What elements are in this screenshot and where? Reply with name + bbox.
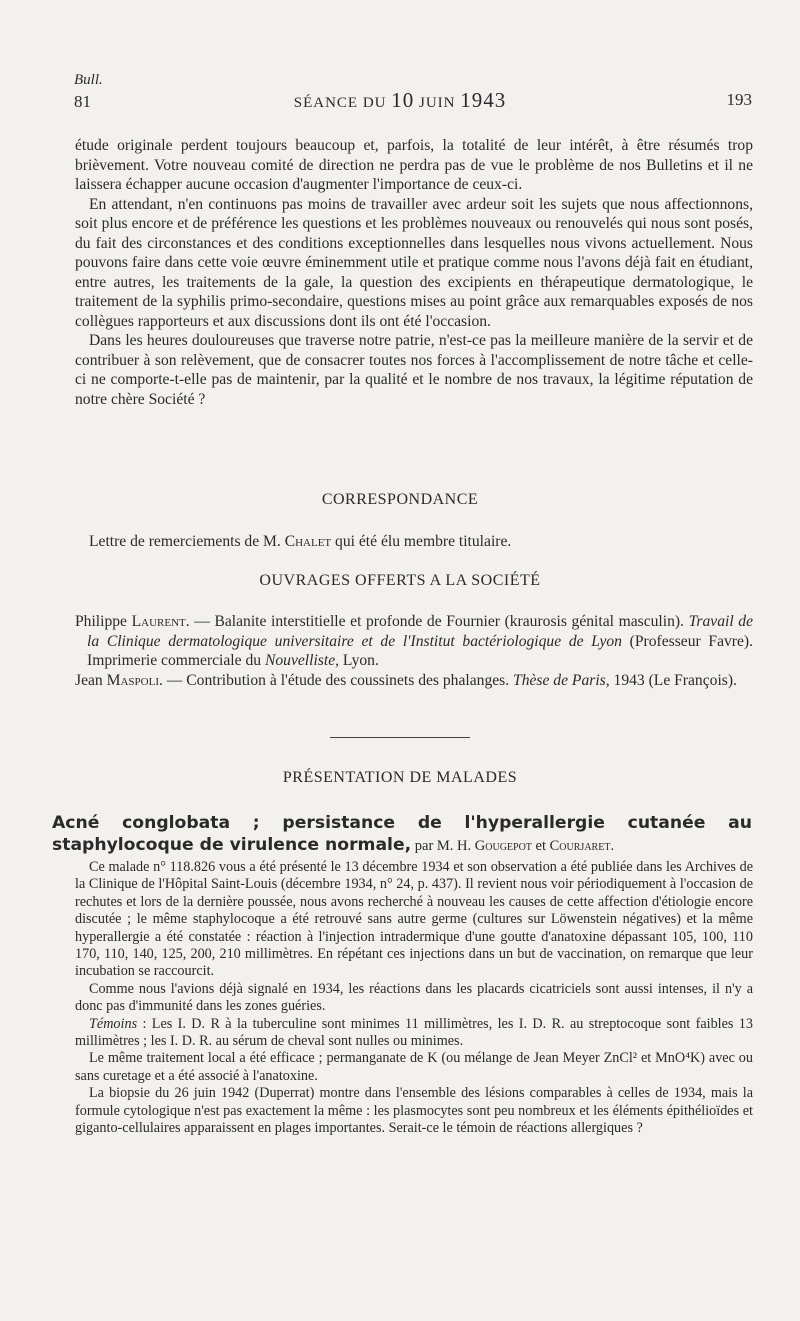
case-paragraph xyxy=(75,1016,753,1051)
temoins-label: Témoins xyxy=(89,1015,138,1032)
intro-paragraph: En attendant, n'en continuons pas moins de travailler avec ardeur soit les sujets que nous affectionnons, soit plus encore et de préférence les questions et les problèmes nouveaux ou renouvelés qui nous sont posés, du fait des circonstances et des conditions exceptionnelles dans lesquelles nous vivons actuellement. Nous pouvons faire dans cette voie œuvre éminemment utile et pratique comme nous l'avons déjà fait en étudiant, entre autres, les traitements de la gale, la question des excipients en thérapeutique dermatologique, le traitement de la syphilis primo-secondaire, questions mises au point grâce aux remarquables exposés de nos collègues rapporteurs et aux discussions dont ils ont été l'occasion. xyxy=(75,195,753,330)
member-name: Chalet xyxy=(284,533,332,550)
ouvrages-heading: OUVRAGES OFFERTS A LA SOCIÉTÉ xyxy=(259,572,541,589)
case-paragraph: Le même traitement local a été efficace ; permanganate de K (ou mélange de Jean Meyer ZnCl² et MnO⁴K) avec ou sans curetage et a été associé à l'anatoxine. xyxy=(75,1050,753,1084)
case-paragraph: Ce malade n° 118.826 vous a été présenté le 13 décembre 1934 et son observation a été publiée dans les Archives de la Clinique de l'Hôpital Saint-Louis (décembre 1934, n° 24, p. 437). Il revient nous voir périodiquement à l'occasion de rechutes et lors de la dernière poussée, nous avons recherché à nouveau les causes de cette affection d'étiologie encore discutée ; le même staphylocoque a été retrouvé sans autre germe (cultures sur Löwenstein négatives) et la même hyperallergie a été constatée : réaction à l'injection intradermique d'une goutte d'anatoxine dépassant 105, 100, 110 170, 110, 140, 125, 200, 210 millimètres. En répétant ces injections dans un but de vaccination, on remarque que leur incubation se raccourcit. xyxy=(75,859,753,980)
correspondance-text-after: qui été élu membre titulaire. xyxy=(331,533,512,550)
running-header xyxy=(0,88,800,113)
author-name: Courjaret xyxy=(549,838,611,854)
author-name: Gougepot xyxy=(474,838,532,854)
header-year: 1943 xyxy=(460,88,507,112)
author-prefix: par M. H. xyxy=(411,838,475,854)
author-first-name: Philippe xyxy=(75,613,132,630)
temoins-text: : Les I. D. R à la tuberculine sont minimes 11 millimètres, les I. D. R. au streptocoque sont faibles 13 millimètres ; les I. D. R. au sérum de cheval sont nulles ou minimes. xyxy=(75,1015,753,1050)
presentation-heading: PRÉSENTATION DE MALADES xyxy=(282,769,518,786)
ouvrages-list xyxy=(75,612,753,690)
work-text: , 1943 (Le François). xyxy=(605,671,737,689)
work-italic: Travail de la Clinique dermatologique universitaire et de l'Institut bactériologique de Lyon xyxy=(87,613,754,650)
case-paragraph: La biopsie du 26 juin 1942 (Duperrat) montre dans l'ensemble des lésions comparables à celles de 1934, mais la formule cytologique n'est pas exactement la même : les plasmocytes sont peu nombreux et les éléments épithélioïdes et giganto-cellulaires apparaissent en plages importantes. Serait-ce le témoin de réactions allergiques ? xyxy=(75,1085,753,1137)
author-last-name: Maspoli xyxy=(106,671,159,689)
header-day: 10 xyxy=(391,88,415,112)
work-title: . — Contribution à l'étude des coussinets des phalanges. xyxy=(158,671,514,689)
page-number: 193 xyxy=(726,90,752,109)
correspondance-text-before: Lettre de remerciements de M. xyxy=(89,533,285,550)
correspondance-section xyxy=(75,532,753,552)
case-body xyxy=(75,859,753,1138)
author-end: . xyxy=(610,838,615,854)
case-paragraph: Comme nous l'avions déjà signalé en 1934, les réactions dans les placards cicatriciels sont aussi intenses, il n'y a donc pas d'immunité dans les zones guéries. xyxy=(75,980,753,1015)
volume-number: 81 xyxy=(74,92,91,111)
ouvrage-entry xyxy=(75,612,753,671)
header-month: JUIN xyxy=(414,95,461,111)
seance-label: SÉANCE DU xyxy=(293,95,392,111)
work-text: (Professeur Favre). Imprimerie commerciale du xyxy=(87,632,753,669)
ouvrage-entry xyxy=(75,671,753,691)
case-title-text: Acné conglobata ; persistance de l'hyperallergie cutanée au staphylocoque de virulence normale, xyxy=(52,813,752,855)
author-first-name: Jean xyxy=(75,671,107,689)
work-italic: Nouvelliste xyxy=(264,652,336,669)
correspondance-heading: CORRESPONDANCE xyxy=(321,491,479,508)
author-last-name: Laurent xyxy=(131,613,186,630)
intro-section xyxy=(75,136,753,409)
intro-paragraph: étude originale perdent toujours beaucoup et, parfois, la totalité de leur intérêt, à être résumés trop brièvement. Votre nouveau comité de direction ne perdra pas de vue le problème de nos Bulletins et il ne laissera échapper aucune occasion d'augmenter l'importance de ceux-ci. xyxy=(75,137,753,193)
section-divider xyxy=(330,737,470,738)
case-authors xyxy=(411,838,614,854)
correspondance-text xyxy=(75,532,753,552)
author-joiner: et xyxy=(531,838,550,854)
work-italic: Thèse de Paris xyxy=(513,671,606,689)
work-text: , Lyon. xyxy=(335,652,379,669)
intro-paragraph: Dans les heures douloureuses que traverse notre patrie, n'est-ce pas la meilleure manière de la servir et de contribuer à son relèvement, que de consacrer toutes nos forces à l'accomplissement de notre tâche et celle-ci ne comporte-t-elle pas de maintenir, par la qualité et le nombre de nos travaux, la légitime réputation de notre chère Société ? xyxy=(75,332,753,408)
work-title: . — Balanite interstitielle et profonde de Fournier (kraurosis génital masculin). xyxy=(185,613,689,630)
journal-abbrev: Bull. xyxy=(74,72,103,88)
case-title xyxy=(52,812,752,857)
